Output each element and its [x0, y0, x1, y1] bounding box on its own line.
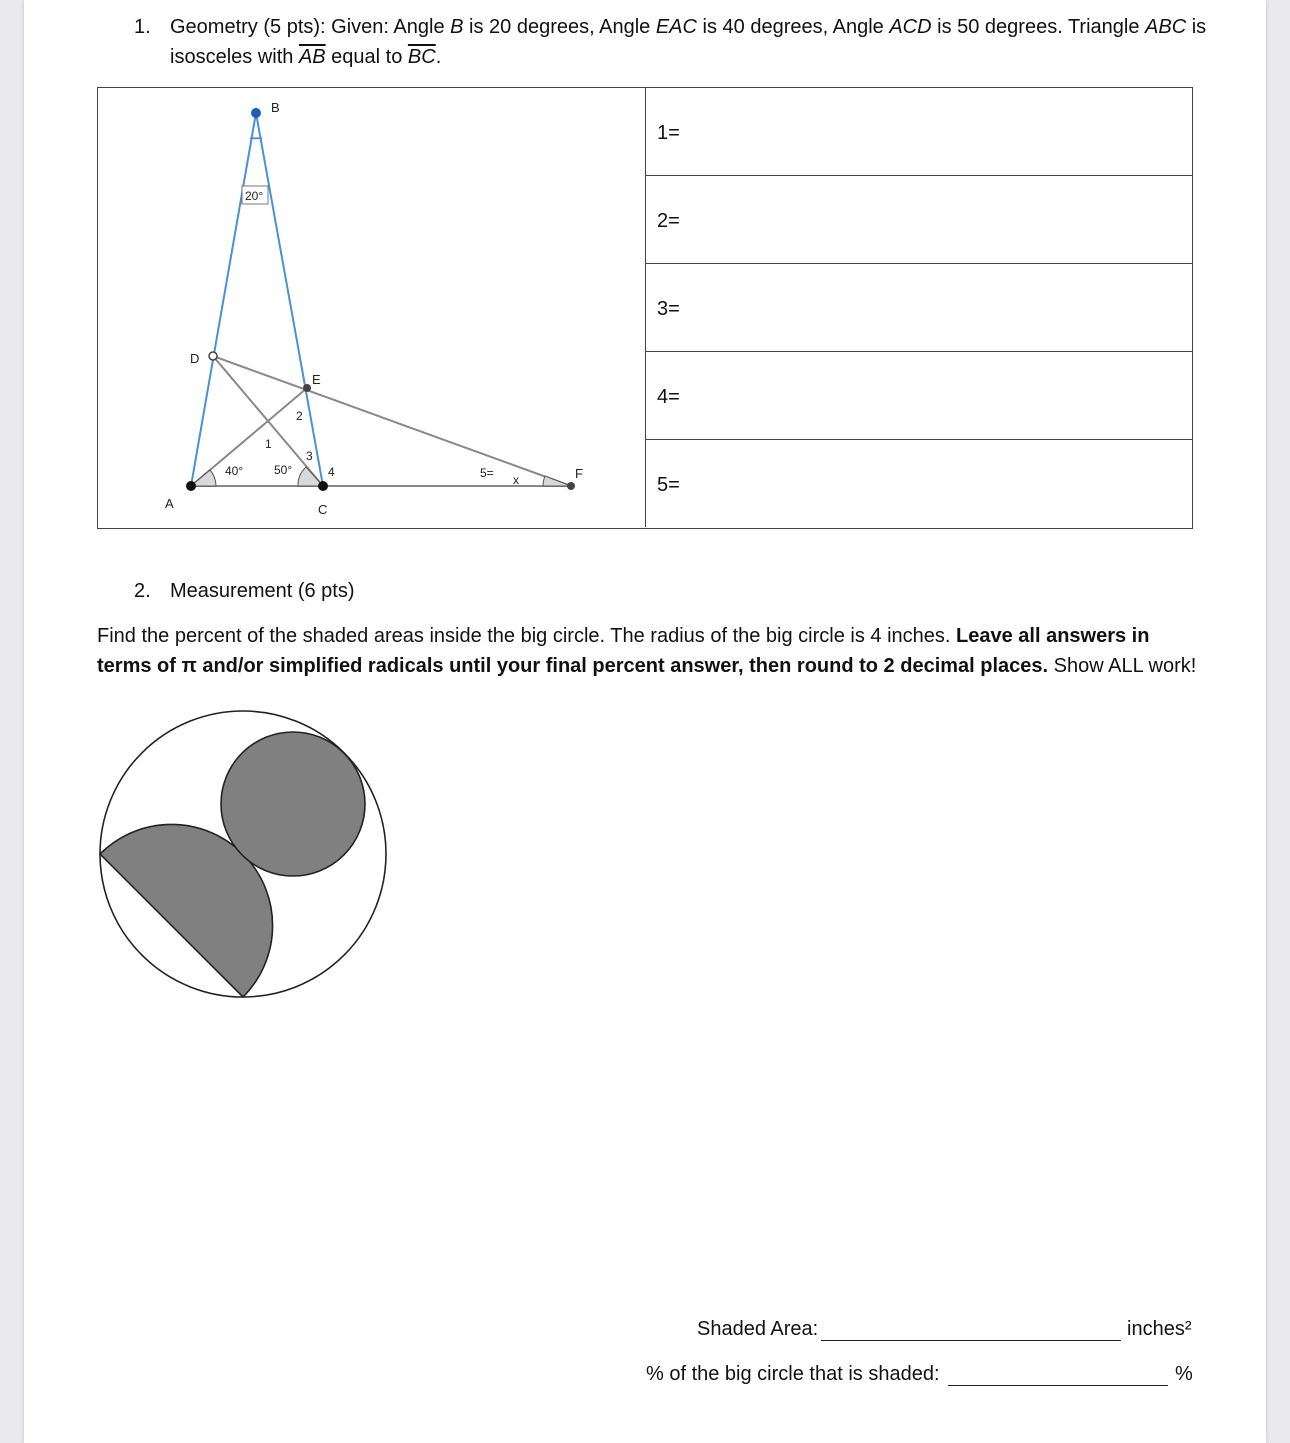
- percent-unit: %: [1175, 1363, 1193, 1385]
- label-d: D: [190, 351, 200, 366]
- q1-text-part: Given: Angle: [325, 16, 451, 38]
- point-e: [303, 384, 311, 392]
- point-b: [251, 108, 261, 118]
- instr-bold: Leave all answers in terms of π and/or simplified radicals until your final percent answer, then round to 2 decimal places.: [97, 625, 1150, 677]
- q1-text-part: is 20 degrees, Angle: [463, 16, 656, 38]
- q1-text-part: .: [435, 46, 442, 68]
- label-e: E: [312, 372, 321, 387]
- question-1-title: Geometry (5 pts):: [170, 16, 326, 38]
- instr-part-2: Show ALL work!: [1048, 655, 1197, 677]
- angle-label-c: 50°: [274, 463, 293, 477]
- question-1-text: [170, 12, 1210, 72]
- document-page: [24, 0, 1266, 1443]
- answer-row-2[interactable]: [646, 176, 1192, 264]
- question-2-title: Measurement (6 pts): [170, 580, 355, 602]
- q1-triangle-abc: ABC: [1145, 16, 1187, 38]
- answer-row-4[interactable]: [646, 352, 1192, 440]
- point-c: [318, 481, 328, 491]
- shaded-area-label: Shaded Area:: [697, 1318, 819, 1340]
- answer-label-5: 5=: [657, 474, 680, 496]
- label-f: F: [575, 466, 583, 481]
- point-a: [186, 481, 196, 491]
- angle-label-b: 20°: [245, 189, 264, 203]
- circle-figure: [97, 708, 417, 1004]
- q1-segment-bc: $\overline{BC}$: [407, 46, 436, 68]
- instr-part-1: Find the percent of the shaded areas inside the big circle. The radius of the big circle is 4 inches.: [97, 625, 957, 647]
- point-f: [567, 482, 575, 490]
- angle-label-a: 40°: [225, 464, 244, 478]
- angle-mark-b: [250, 138, 262, 139]
- q1-angle-acd: ACD: [889, 16, 932, 38]
- q1-text-part: is isosceles with: [170, 16, 1207, 68]
- q1-angle-eac: EAC: [655, 16, 697, 38]
- percent-label: % of the big circle that is shaded:: [646, 1363, 940, 1385]
- angle-label-4: 4: [328, 465, 335, 479]
- angle-mark-f: [543, 476, 571, 486]
- answer-row-5[interactable]: [646, 440, 1192, 527]
- segment-bc: [256, 113, 323, 486]
- angle-label-5: 5=: [480, 466, 494, 480]
- answer-label-1: 1=: [657, 122, 680, 144]
- question-2-number: 2.: [134, 580, 151, 602]
- answer-label-4: 4=: [657, 386, 680, 408]
- geometry-figure-cell: [98, 88, 646, 527]
- segment-ab: [191, 113, 256, 486]
- percent-blank[interactable]: [948, 1385, 1168, 1386]
- q1-text-part: is 40 degrees, Angle: [696, 16, 890, 38]
- q1-angle-b: B: [450, 16, 464, 38]
- geometry-table: [97, 87, 1193, 529]
- q1-text-part: is 50 degrees. Triangle: [931, 16, 1146, 38]
- shaded-small-circle: [221, 732, 365, 876]
- angle-label-2: 2: [296, 409, 303, 423]
- q1-text-part: equal to: [325, 46, 408, 68]
- geometry-figure: [98, 88, 644, 525]
- label-c: C: [318, 502, 328, 517]
- q1-segment-ab: $\overline{AB}$: [298, 46, 326, 68]
- point-d: [209, 352, 217, 360]
- answer-label-2: 2=: [657, 210, 680, 232]
- question-2-instructions: [97, 621, 1197, 681]
- angle-label-3: 3: [306, 449, 313, 463]
- answer-row-1[interactable]: [646, 88, 1192, 176]
- answer-row-3[interactable]: [646, 264, 1192, 352]
- label-b: B: [271, 100, 280, 115]
- angle-label-x: x: [513, 473, 519, 487]
- angle-label-1: 1: [265, 437, 272, 451]
- shaded-area-unit: inches²: [1127, 1318, 1192, 1340]
- question-1-number: 1.: [134, 16, 151, 38]
- shaded-area-blank[interactable]: [821, 1340, 1121, 1341]
- answer-label-3: 3=: [657, 298, 680, 320]
- label-a: A: [165, 496, 174, 511]
